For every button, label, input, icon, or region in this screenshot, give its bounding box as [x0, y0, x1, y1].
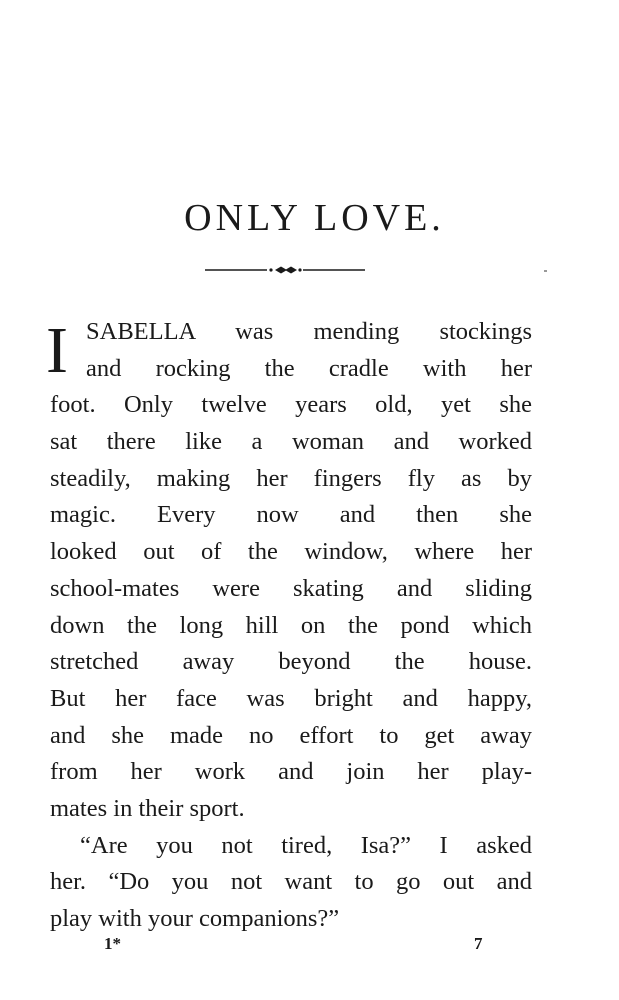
text-line: mates in their sport. [50, 794, 245, 822]
text-line: looked out of the window, where her [50, 538, 532, 566]
chapter-title: ONLY LOVE. [184, 197, 445, 239]
text-line: down the long hill on the pond which [50, 611, 532, 639]
text-line: steadily, making her fingers fly as by [50, 464, 532, 492]
text-line: from her work and join her play- [50, 758, 532, 786]
text-line: magic. Every now and then she [50, 501, 532, 529]
text-line: SABELLA was mending stockings [86, 318, 532, 345]
text-line: But her face was bright and happy, [50, 684, 532, 712]
text-line: foot. Only twelve years old, yet she [50, 391, 532, 419]
text-line: sat there like a woman and worked [50, 428, 532, 456]
text-line: and rocking the cradle with her [86, 354, 532, 382]
text-line: her. “Do you not want to go out and [50, 868, 532, 896]
print-speck [544, 270, 547, 272]
ornament-divider [205, 263, 365, 277]
text-line: and she made no effort to get away [50, 721, 532, 749]
page-number: 7 [474, 934, 483, 953]
text-line: play with your companions?” [50, 905, 340, 932]
text-line: school-mates were skating and sliding [50, 574, 532, 602]
drop-cap: I [46, 314, 68, 387]
signature-mark: 1* [104, 934, 121, 953]
body-text [46, 314, 532, 938]
text-line: “Are you not tired, Isa?” I asked [80, 831, 532, 859]
text-line: stretched away beyond the house. [50, 648, 532, 676]
